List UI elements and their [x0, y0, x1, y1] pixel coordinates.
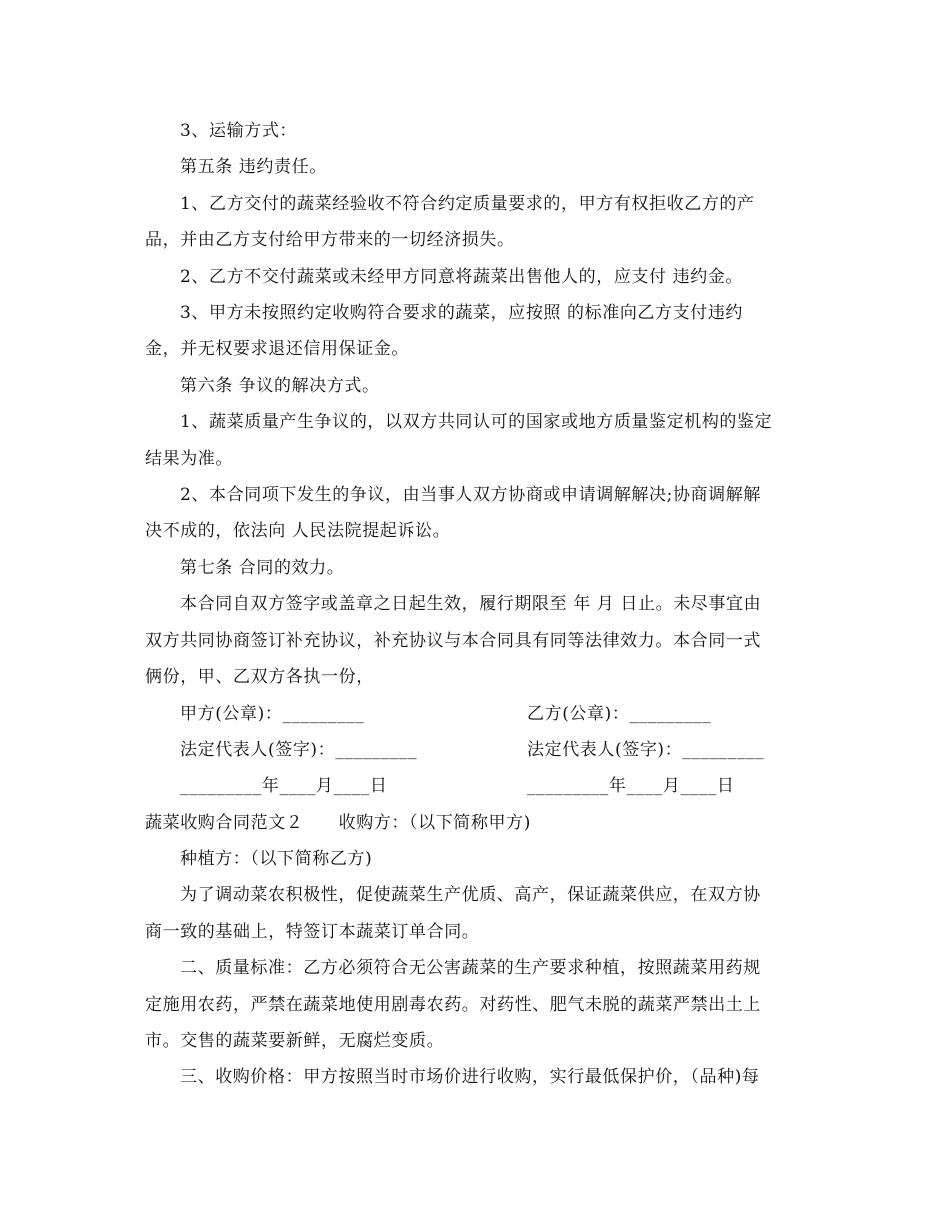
paragraph-line: 本合同自双方签字或盖章之日起生效，履行期限至 年 月 日止。未尽事宜由 — [180, 594, 762, 614]
paragraph-line: 商一致的基础上，特签订本蔬菜订单合同。 — [145, 922, 480, 942]
paragraph-line: 决不成的，依法向 人民法院提起诉讼。 — [145, 521, 451, 541]
paragraph-line: 3、运输方式： — [180, 121, 298, 141]
party-b-representative-field: 法定代表人(签字)：_________ — [527, 740, 765, 760]
paragraph-line: 双方共同协商签订补充协议，补充协议与本合同具有同等法律效力。本合同一式 — [145, 631, 761, 651]
paragraph-line: 2、本合同项下发生的争议，由当事人双方协商或申请调解解决;协商调解解 — [180, 485, 761, 505]
paragraph-line: 金，并无权要求退还信用保证金。 — [145, 339, 409, 359]
paragraph-line: 品，并由乙方支付给甲方带来的一切经济损失。 — [145, 230, 515, 250]
paragraph-line: 2、乙方不交付蔬菜或未经甲方同意将蔬菜出售他人的，应支付 违约金。 — [180, 267, 744, 287]
paragraph-line: 市。交售的蔬菜要新鲜，无腐烂变质。 — [145, 1031, 445, 1051]
paragraph-line: 二、质量标准：乙方必须符合无公害蔬菜的生产要求种植，按照蔬菜用药规 — [180, 958, 761, 978]
paragraph-line: 结果为准。 — [145, 449, 233, 469]
contract-title-line: 蔬菜收购合同范文２ 收购方：（以下简称甲方) — [145, 813, 531, 833]
paragraph-line: 三、收购价格：甲方按照当时市场价进行收购，实行最低保护价，（品种)每 — [180, 1067, 760, 1087]
paragraph-line: 俩份，甲、乙双方各执一份， — [145, 667, 374, 687]
paragraph-line: 1、乙方交付的蔬菜经验收不符合约定质量要求的，甲方有权拒收乙方的产 — [180, 194, 755, 214]
section-heading: 第六条 争议的解决方式。 — [180, 376, 380, 396]
party-b-date-field: _________年____月____日 — [527, 776, 735, 796]
paragraph-line: 为了调动菜农积极性，促使蔬菜生产优质、高产，保证蔬菜供应，在双方协 — [180, 885, 761, 905]
section-heading: 第五条 违约责任。 — [180, 157, 327, 177]
paragraph-line: 3、甲方未按照约定收购符合要求的蔬菜，应按照 的标准向乙方支付违约 — [180, 303, 744, 323]
section-heading: 第七条 合同的效力。 — [180, 558, 345, 578]
paragraph-line: 种植方：（以下简称乙方) — [180, 849, 373, 869]
party-a-representative-field: 法定代表人(签字)：_________ — [180, 740, 418, 760]
paragraph-line: 定施用农药，严禁在蔬菜地使用剧毒农药。对药性、肥气未脱的蔬菜严禁出土上 — [145, 995, 761, 1015]
party-a-date-field: _________年____月____日 — [180, 776, 388, 796]
party-a-seal-field: 甲方(公章)：_________ — [180, 704, 365, 724]
party-b-seal-field: 乙方(公章)：_________ — [527, 704, 712, 724]
paragraph-line: 1、蔬菜质量产生争议的，以双方共同认可的国家或地方质量鉴定机构的鉴定 — [180, 412, 773, 432]
